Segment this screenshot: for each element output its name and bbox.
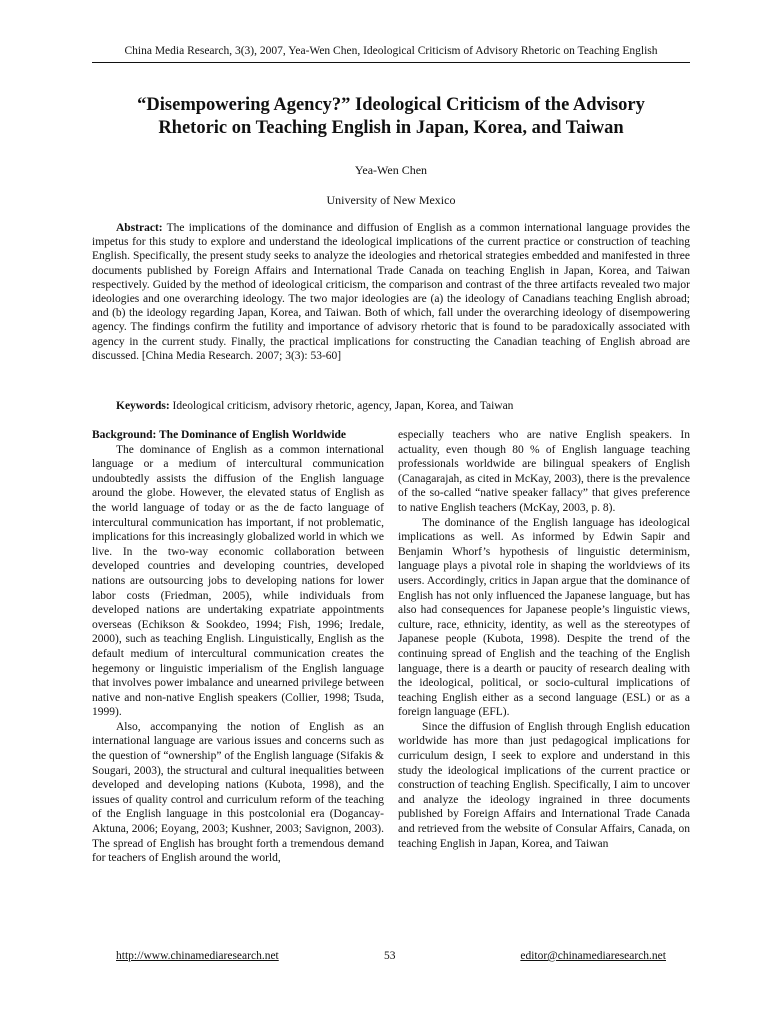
- abstract-label: Abstract:: [116, 222, 163, 234]
- website-link[interactable]: http://www.chinamediaresearch.net: [116, 950, 279, 962]
- email-link[interactable]: editor@chinamediaresearch.net: [520, 950, 666, 962]
- title-line-2: Rhetoric on Teaching English in Japan, Korea, and Taiwan: [158, 118, 624, 138]
- author-name: Yea-Wen Chen: [354, 163, 428, 177]
- body-paragraph: The dominance of English as a common international language or a medium of intercultural communication undoubtedly assists the diffusion of the English language around the globe. However, the elevated status of English as the world language of today or as the de facto language of intercultural communication has important, if not problematic, implications for this increasingly globalized world in which we live. In the two-way economic collaboration between developed countries and developing countries, developed nations are outsourcing jobs to developing nations for lower labor costs (Friedman, 2005), while individuals from developed nations are undertaking expatriate appointments overseas (Echikson & Sookdeo, 1994; Fish, 1996; Iredale, 2000), such as teaching English. Linguistically, English as the default medium of intercultural communication creates the hegemony or linguistic imperialism of the English language that involves power imbalance and unearned privilege between native and non-native English speakers (Collier, 1998; Tsuda, 1999).: [92, 443, 384, 719]
- page-number: 53: [384, 950, 396, 962]
- body-paragraph: especially teachers who are native English speakers. In actuality, even though 80 % of English language teaching professionals worldwide are bilingual speakers of English (Canagarajah, as cited in McKay, 2003), there is the prevalence of the so-called “native speaker fallacy” that gives preference to native English teachers (McKay, 2003, p. 8).: [398, 429, 690, 514]
- body-paragraph: The dominance of the English language has ideological implications as well. As informed by Edwin Sapir and Benjamin Whorf’s hypothesis of linguistic determinism, language plays a pivotal role in shaping the worldviews of its users. Accordingly, critics in Japan argue that the dominance of English has not only influenced the Japanese language, but has also had consequences for Japanese people’s linguistic views, culture, race, ethnicity, identity, as well as the stereotypes of Japanese people (Kubota, 1998). Despite the trend of the continuing spread of English and the teaching of the English language, there is a dearth or paucity of research dealing with the ideological, political, or socio-cultural implications of teaching English either as a second language (ESL) or as a foreign language (EFL).: [398, 516, 690, 719]
- body-paragraph: Also, accompanying the notion of English as an international language are various issues and concerns such as the question of “ownership” of the English language (Sifakis & Sougari, 2003), the structural and cultural inequalities between developed and developing nations (Kubota, 1998), and the issues of quality control and curriculum reform of the teaching of the English language in this postcolonial era (Dogancay-Aktuna, 2006; Eoyang, 2003; Kushner, 2003; Savignon, 2003). The spread of English has brought forth a tremendous demand for teachers of English around the world,: [92, 720, 384, 865]
- keywords-text: Ideological criticism, advisory rhetoric, agency, Japan, Korea, and Taiwan: [169, 400, 514, 412]
- left-column: [92, 428, 384, 866]
- running-header: China Media Research, 3(3), 2007, Yea-Wen Chen, Ideological Criticism of Advisory Rhetoric on Teaching English: [124, 45, 658, 57]
- header-rule: [92, 62, 690, 63]
- section-heading: Background: The Dominance of English Worldwide: [92, 429, 347, 441]
- author-affiliation: University of New Mexico: [326, 193, 456, 207]
- abstract: [92, 221, 690, 363]
- right-column: [398, 428, 690, 851]
- body-paragraph: Since the diffusion of English through English education worldwide has more than just pedagogical implications for curriculum design, I seek to explore and understand in this study the ideological implications of the current practice or construction of teaching English. Specifically, I aim to uncover and analyze the ideology ingrained in three documents published by Foreign Affairs and International Trade Canada and retrieved from the website of Consular Affairs, Canada, on teaching English in Japan, Korea, and Taiwan: [398, 720, 690, 850]
- keywords: [92, 399, 690, 413]
- page-footer: [92, 948, 690, 964]
- title-line-1: “Disempowering Agency?” Ideological Criticism of the Advisory: [137, 95, 645, 115]
- paper-title: [92, 94, 690, 140]
- abstract-text: The implications of the dominance and diffusion of English as a common international language provides the impetus for this study to explore and understand the ideological implications of the current practice or construction of teaching English. Specifically, the present study seeks to analyze the ideologies and rhetorical strategies embedded and manifested in three documents published by Foreign Affairs and International Trade Canada on teaching English in Japan, Korea, and Taiwan respectively. Guided by the method of ideological criticism, the comparison and contrast of the three artifacts revealed two major ideologies and one overarching ideology. The two major ideologies are (a) the ideology of Canadians teaching English abroad; and (b) the ideology regarding Japan, Korea, and Taiwan. Both of which, fall under the overarching ideology of disempowering agency. The findings confirm the futility and importance of advisory rhetoric that is found to be paradoxically associated with agency in the current study. Finally, the practical implications for constructing the Canadian teaching of English abroad are discussed. [China Media Research. 2007; 3(3): 53-60]: [92, 222, 690, 362]
- keywords-label: Keywords:: [116, 400, 170, 412]
